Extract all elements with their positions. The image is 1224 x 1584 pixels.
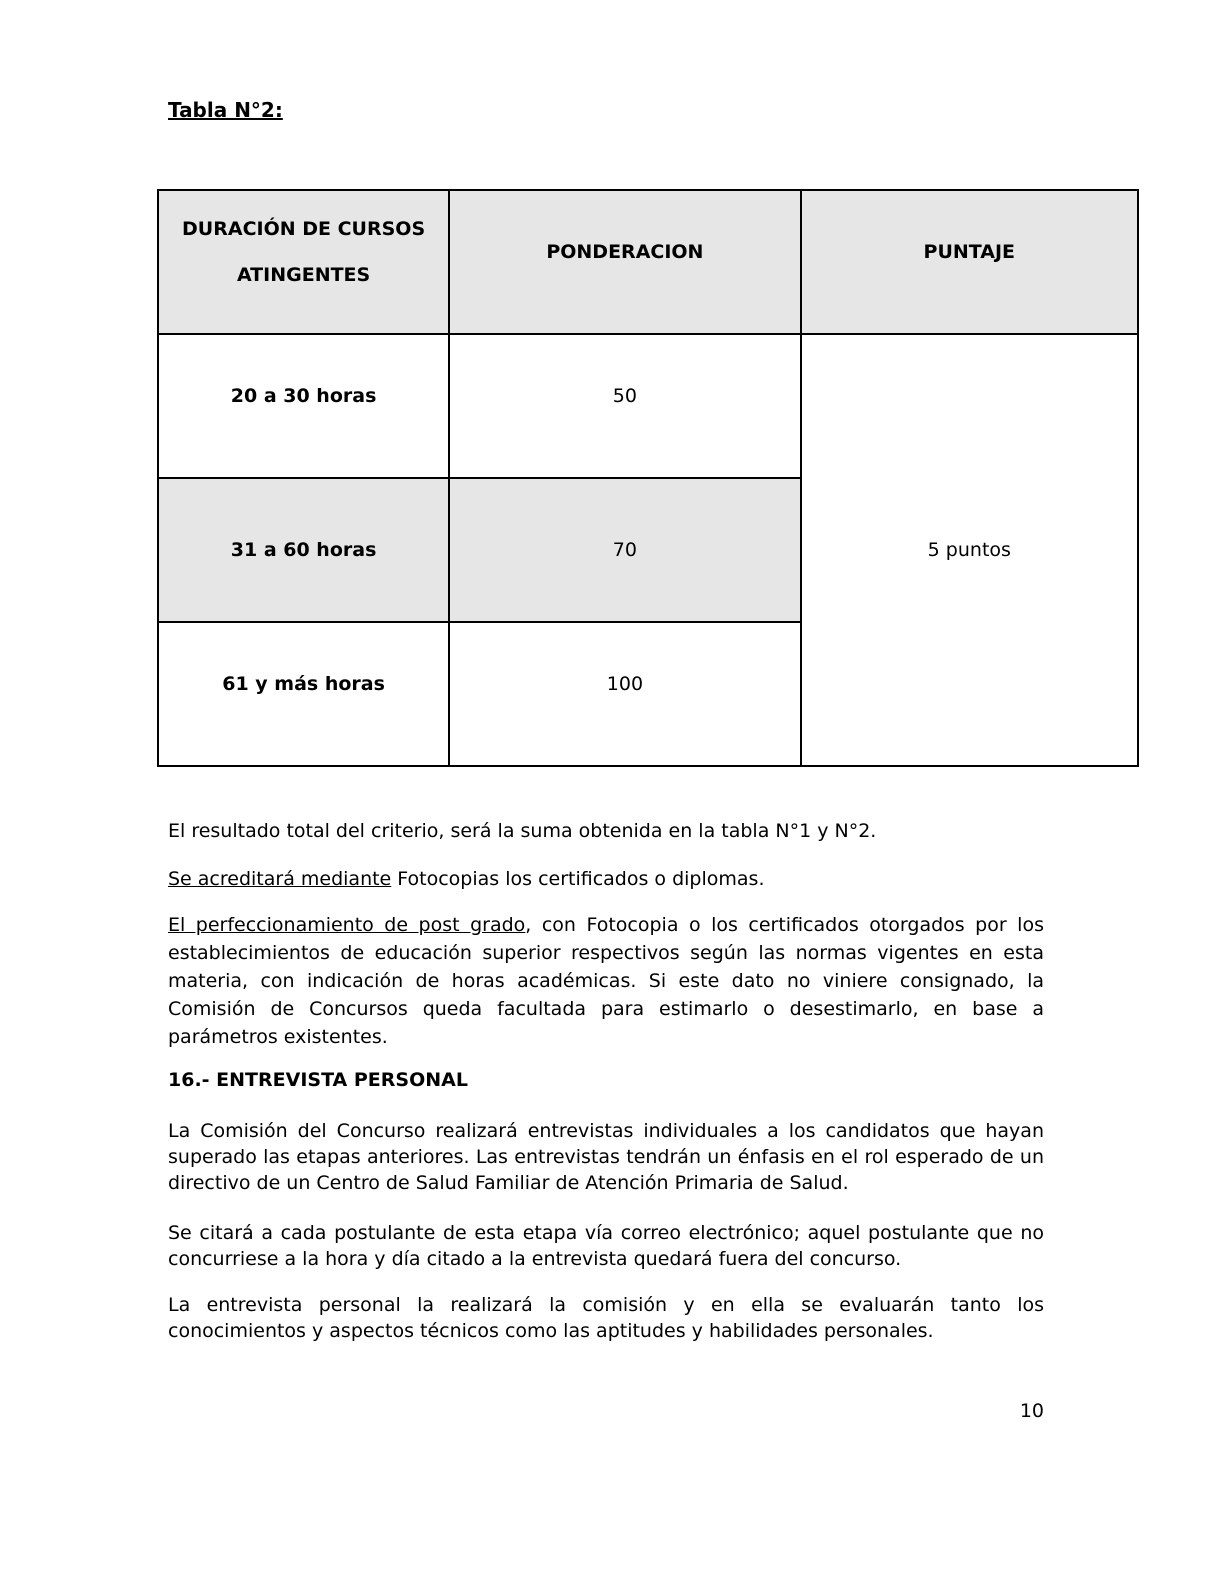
header-duration: DURACIÓN DE CURSOS ATINGENTES — [158, 190, 449, 334]
duration-cell: 61 y más horas — [158, 622, 449, 766]
section-title: 16.- ENTREVISTA PERSONAL — [168, 1069, 468, 1091]
accreditation-paragraph — [168, 865, 1044, 893]
table-title: Tabla N°2: — [168, 98, 283, 122]
postgrad-underlined: El perfeccionamiento de post grado — [168, 914, 526, 936]
weight-cell: 100 — [449, 622, 800, 766]
result-paragraph: El resultado total del criterio, será la suma obtenida en la tabla N°1 y N°2. — [168, 820, 877, 842]
page-number: 10 — [1019, 1400, 1044, 1422]
interview-paragraph-2: Se citará a cada postulante de esta etapa vía correo electrónico; aquel postulante que no concurriese a la hora y día citado a la entrevista quedará fuera del concurso. — [168, 1222, 1044, 1270]
postgrad-text: , con Fotocopia o los certificados otorgados por los establecimientos de educación superior respectivos según las normas vigentes en esta materia, con indicación de horas académicas. Si este dato no viniere consignado, la Comisión de Concursos queda facultada para estimarlo o desestimarlo, en base a parámetros existentes. — [168, 914, 1044, 1048]
interview-paragraph-1: La Comisión del Concurso realizará entrevistas individuales a los candidatos que hayan superado las etapas anteriores. Las entrevistas tendrán un énfasis en el rol esperado de un directivo de un Centro de Salud Familiar de Atención Primaria de Salud. — [168, 1120, 1044, 1194]
weight-cell: 50 — [449, 334, 800, 478]
table-row — [158, 334, 1138, 478]
postgrad-paragraph — [168, 911, 1044, 1051]
accreditation-text: Fotocopias los certificados o diplomas. — [391, 868, 765, 890]
header-weight: PONDERACION — [449, 190, 800, 334]
table-header-row — [158, 190, 1138, 334]
interview-paragraph-3: La entrevista personal la realizará la comisión y en ella se evaluarán tanto los conocimientos y aspectos técnicos como las aptitudes y habilidades personales. — [168, 1294, 1044, 1342]
header-points: PUNTAJE — [801, 190, 1138, 334]
points-cell: 5 puntos — [801, 334, 1138, 766]
duration-cell: 20 a 30 horas — [158, 334, 449, 478]
duration-cell: 31 a 60 horas — [158, 478, 449, 622]
courses-score-table — [157, 189, 1139, 767]
accreditation-underlined: Se acreditará mediante — [168, 868, 392, 890]
weight-cell: 70 — [449, 478, 800, 622]
